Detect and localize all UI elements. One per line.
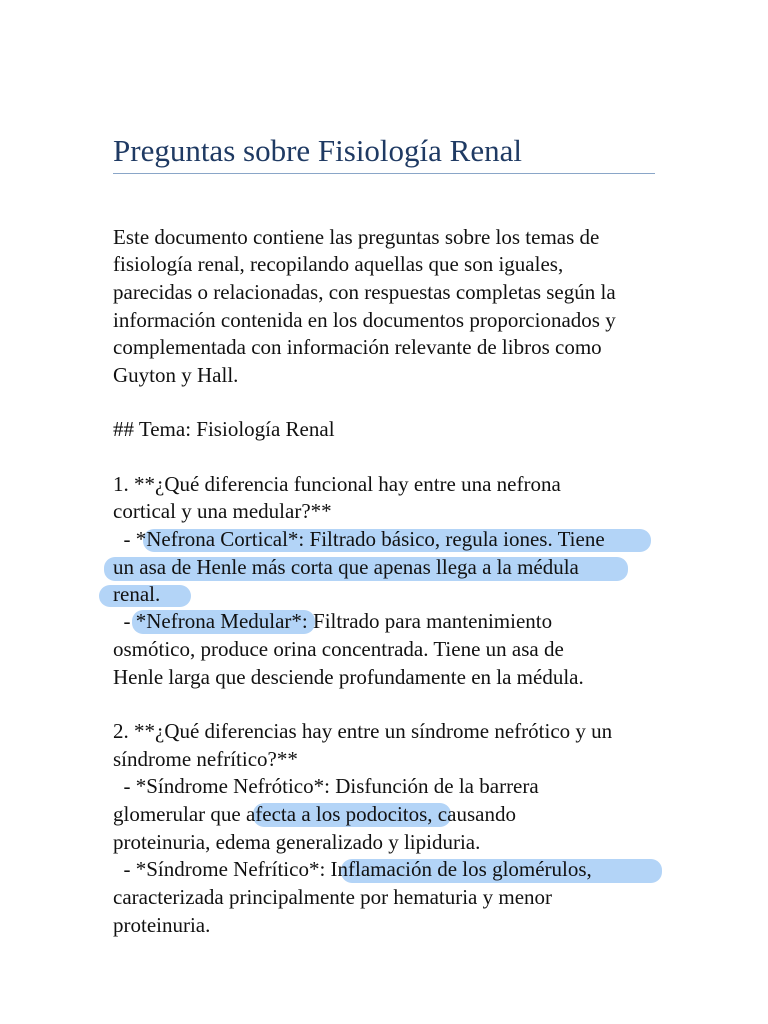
intro-line-2: fisiología renal, recopilando aquellas que son iguales,: [113, 252, 564, 276]
answer-2a-line-3: proteinuria, edema generalizado y lipiduria.: [113, 830, 481, 854]
answer-1b-line-2: osmótico, produce orina concentrada. Tiene un asa de: [113, 637, 564, 661]
question-1-line-1: 1. **¿Qué diferencia funcional hay entre una nefrona: [113, 472, 561, 496]
question-2-line-2: síndrome nefrítico?**: [113, 747, 298, 771]
answer-1a-line-1: - *Nefrona Cortical*: Filtrado básico, regula iones. Tiene: [113, 527, 605, 551]
answer-2b-line-3: proteinuria.: [113, 913, 211, 937]
question-2-line-1: 2. **¿Qué diferencias hay entre un síndrome nefrótico y un: [113, 719, 613, 743]
intro-line-5: complementada con información relevante de libros como: [113, 335, 602, 359]
section-heading: ## Tema: Fisiología Renal: [113, 417, 335, 441]
intro-line-6: Guyton y Hall.: [113, 363, 239, 387]
answer-1a-line-3: renal.: [113, 582, 161, 606]
answer-2b-line-1: - *Síndrome Nefrítico*: Inflamación de los glomérulos,: [113, 857, 592, 881]
answer-2a-line-2: glomerular que afecta a los podocitos, causando: [113, 802, 516, 826]
answer-1b-line-3: Henle larga que desciende profundamente en la médula.: [113, 665, 584, 689]
answer-1a-line-2: un asa de Henle más corta que apenas llega a la médula: [113, 555, 579, 579]
answer-2a-line-1: - *Síndrome Nefrótico*: Disfunción de la barrera: [113, 774, 539, 798]
intro-line-4: información contenida en los documentos proporcionados y: [113, 308, 616, 332]
intro-line-1: Este documento contiene las preguntas sobre los temas de: [113, 225, 600, 249]
answer-1b-line-1: - *Nefrona Medular*: Filtrado para mantenimiento: [113, 609, 553, 633]
answer-2b-line-2: caracterizada principalmente por hematuria y menor: [113, 885, 553, 909]
intro-line-3: parecidas o relacionadas, con respuestas completas según la: [113, 280, 616, 304]
page-title: Preguntas sobre Fisiología Renal: [113, 133, 522, 168]
question-1-line-2: cortical y una medular?**: [113, 499, 332, 523]
title-underline: [113, 173, 655, 174]
